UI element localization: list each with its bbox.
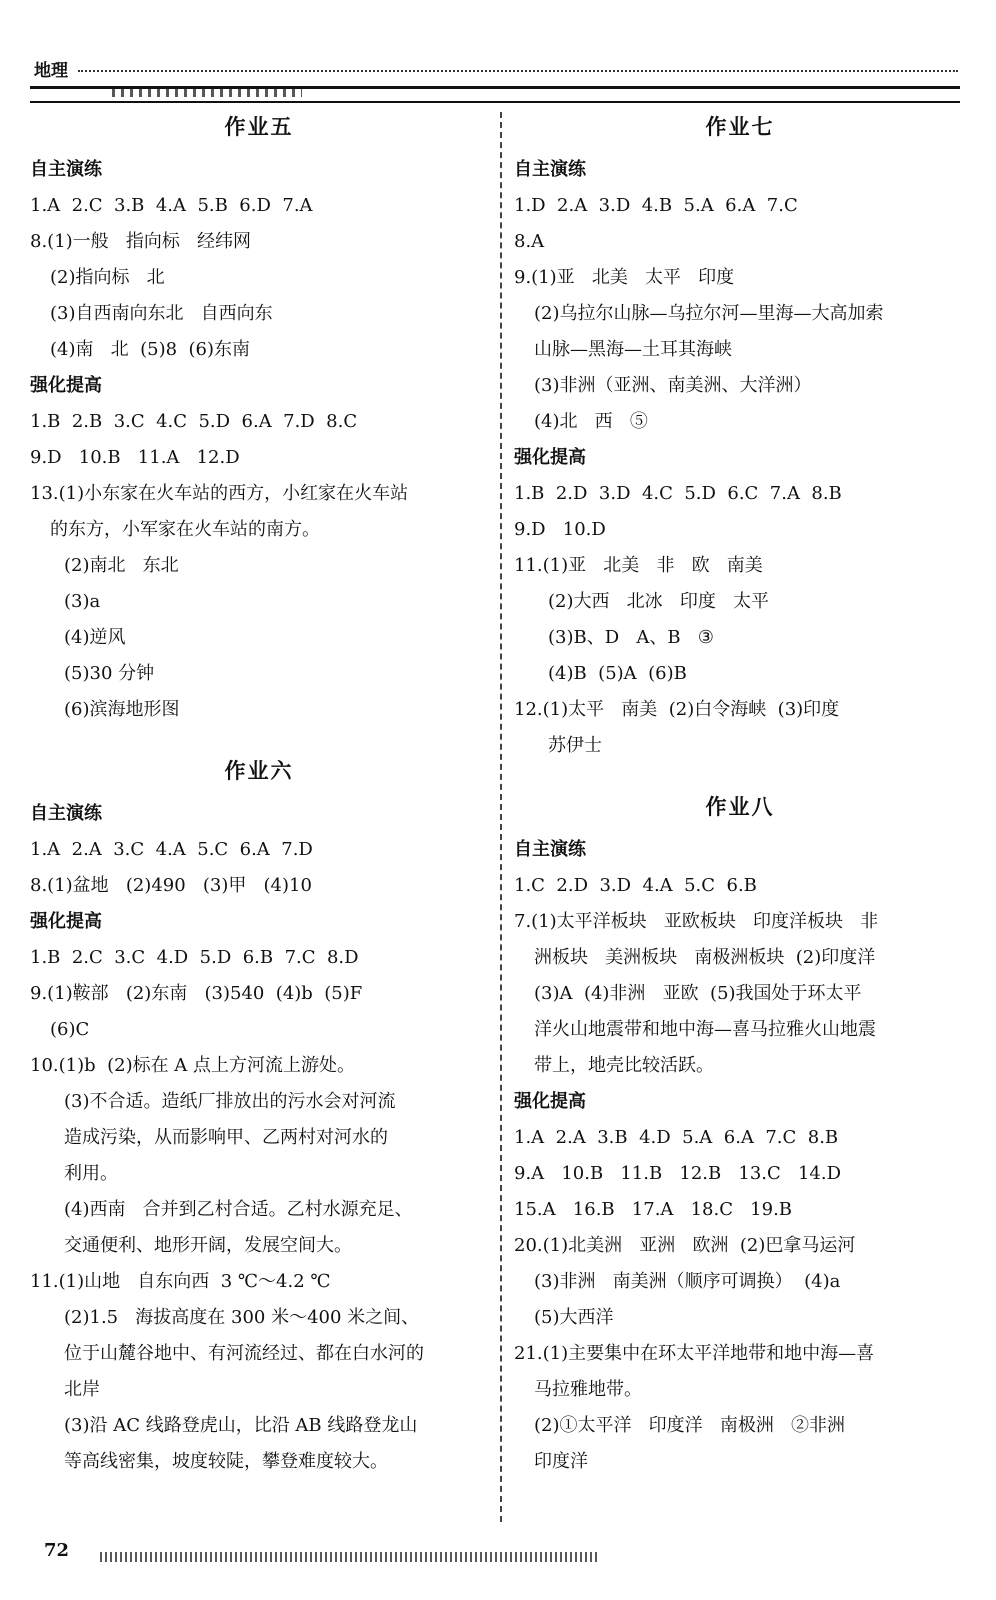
answer-line: 苏伊士	[548, 735, 602, 756]
answer-line: 1.D 2.A 3.D 4.B 5.A 6.A 7.C	[514, 195, 798, 216]
subsection-heading: 强化提高	[30, 375, 102, 396]
answer-line: (3)非洲 南美洲（顺序可调换） (4)a	[534, 1271, 841, 1292]
answer-line: 1.B 2.C 3.C 4.D 5.D 6.B 7.C 8.D	[30, 947, 359, 968]
header-label: 地理	[34, 61, 68, 81]
section-title: 作业六	[224, 759, 294, 783]
header-dotted-rule	[78, 70, 958, 72]
section-title: 作业七	[705, 115, 775, 139]
answer-line: (3)非洲（亚洲、南美洲、大洋洲）	[534, 375, 812, 396]
answer-line: (5)30 分钟	[64, 663, 155, 684]
answer-line: 等高线密集，坡度较陡，攀登难度较大。	[64, 1451, 388, 1472]
page-number: 72	[44, 1540, 70, 1561]
answer-line: 交通便利、地形开阔，发展空间大。	[64, 1235, 352, 1256]
subsection-heading: 自主演练	[514, 159, 586, 180]
answer-line: 利用。	[64, 1163, 118, 1184]
answer-line: 1.B 2.D 3.D 4.C 5.D 6.C 7.A 8.B	[514, 483, 842, 504]
answer-line: (6)C	[50, 1019, 90, 1040]
answer-line: (4)南 北 (5)8 (6)东南	[50, 339, 250, 360]
answer-line: 9.(1)鞍部 (2)东南 (3)540 (4)b (5)F	[30, 983, 363, 1004]
answer-line: (2)乌拉尔山脉—乌拉尔河—里海—大高加索	[534, 303, 884, 324]
answer-line: (3)沿 AC 线路登虎山，比沿 AB 线路登龙山	[64, 1415, 418, 1436]
answer-line: 8.A	[514, 231, 545, 252]
answer-line: 1.A 2.C 3.B 4.A 5.B 6.D 7.A	[30, 195, 313, 216]
answer-line: 7.(1)太平洋板块 亚欧板块 印度洋板块 非	[514, 911, 879, 932]
answer-line: 8.(1)一般 指向标 经纬网	[30, 231, 252, 252]
answer-line: 8.(1)盆地 (2)490 (3)甲 (4)10	[30, 875, 312, 896]
answer-line: 山脉—黑海—土耳其海峡	[534, 339, 732, 360]
footer	[30, 1540, 600, 1564]
column-divider	[500, 112, 502, 1522]
footer-strip	[100, 1552, 600, 1562]
answer-line: (5)大西洋	[534, 1307, 614, 1328]
answer-line: 9.D 10.B 11.A 12.D	[30, 447, 240, 468]
answer-line: (4)B (5)A (6)B	[548, 663, 687, 684]
answer-line: 印度洋	[534, 1451, 588, 1472]
subsection-heading: 自主演练	[30, 159, 102, 180]
answer-line: 11.(1)亚 北美 非 欧 南美	[514, 555, 763, 576]
answer-line: 13.(1)小东家在火车站的西方，小红家在火车站	[30, 483, 409, 504]
answer-line: (2)①太平洋 印度洋 南极洲 ②非洲	[534, 1415, 845, 1436]
answer-line: (2)指向标 北	[50, 267, 165, 288]
subsection-heading: 自主演练	[30, 803, 102, 824]
answer-line: (3)自西南向东北 自西向东	[50, 303, 273, 324]
answer-line: 洋火山地震带和地中海—喜马拉雅火山地震	[534, 1019, 876, 1040]
answer-line: 11.(1)山地 自东向西 3 ℃～4.2 ℃	[30, 1271, 331, 1292]
subsection-heading: 强化提高	[514, 447, 586, 468]
left-column	[30, 112, 488, 1480]
subsection-heading: 强化提高	[30, 911, 102, 932]
answer-line: 1.A 2.A 3.C 4.A 5.C 6.A 7.D	[30, 839, 313, 860]
answer-line: 9.A 10.B 11.B 12.B 13.C 14.D	[514, 1163, 842, 1184]
answer-line: (3)不合适。造纸厂排放出的污水会对河流	[64, 1091, 396, 1112]
answer-line: (4)逆风	[64, 627, 126, 648]
answer-line: 1.B 2.B 3.C 4.C 5.D 6.A 7.D 8.C	[30, 411, 358, 432]
header-band	[30, 86, 960, 103]
section-title: 作业五	[224, 115, 294, 139]
answer-line: 北岸	[64, 1379, 100, 1400]
answer-line: 马拉雅地带。	[534, 1379, 642, 1400]
answer-line: 9.(1)亚 北美 太平 印度	[514, 267, 735, 288]
answer-line: 9.D 10.D	[514, 519, 606, 540]
subsection-heading: 强化提高	[514, 1091, 586, 1112]
answer-line: (3)a	[64, 591, 101, 612]
answer-line: (3)B、D A、B ③	[548, 627, 714, 648]
answer-line: 1.C 2.D 3.D 4.A 5.C 6.B	[514, 875, 757, 896]
answer-line: 15.A 16.B 17.A 18.C 19.B	[514, 1199, 793, 1220]
answer-line: 20.(1)北美洲 亚洲 欧洲 (2)巴拿马运河	[514, 1235, 856, 1256]
answer-line: 21.(1)主要集中在环太平洋地带和地中海—喜	[514, 1343, 875, 1364]
answer-line: (6)滨海地形图	[64, 699, 180, 720]
answer-line: (2)1.5 海拔高度在 300 米～400 米之间、	[64, 1307, 420, 1328]
answer-line: 10.(1)b (2)标在 A 点上方河流上游处。	[30, 1055, 356, 1076]
header-pattern	[112, 89, 302, 97]
section-title: 作业八	[705, 795, 775, 819]
answer-line: 位于山麓谷地中、有河流经过、都在白水河的	[64, 1343, 424, 1364]
answer-line: (4)北 西 ⑤	[534, 411, 648, 432]
subsection-heading: 自主演练	[514, 839, 586, 860]
answer-line: (2)南北 东北	[64, 555, 179, 576]
answer-line: 造成污染，从而影响甲、乙两村对河水的	[64, 1127, 388, 1148]
answer-line: 的东方，小军家在火车站的南方。	[50, 519, 320, 540]
right-column	[514, 112, 966, 1480]
answer-line: (4)西南 合并到乙村合适。乙村水源充足、	[64, 1199, 413, 1220]
answer-line: 洲板块 美洲板块 南极洲板块 (2)印度洋	[534, 947, 876, 968]
answer-line: 1.A 2.A 3.B 4.D 5.A 6.A 7.C 8.B	[514, 1127, 839, 1148]
answer-line: (2)大西 北冰 印度 太平	[548, 591, 769, 612]
answer-line: (3)A (4)非洲 亚欧 (5)我国处于环太平	[534, 983, 862, 1004]
answer-line: 12.(1)太平 南美 (2)白令海峡 (3)印度	[514, 699, 840, 720]
answer-line: 带上，地壳比较活跃。	[534, 1055, 714, 1076]
